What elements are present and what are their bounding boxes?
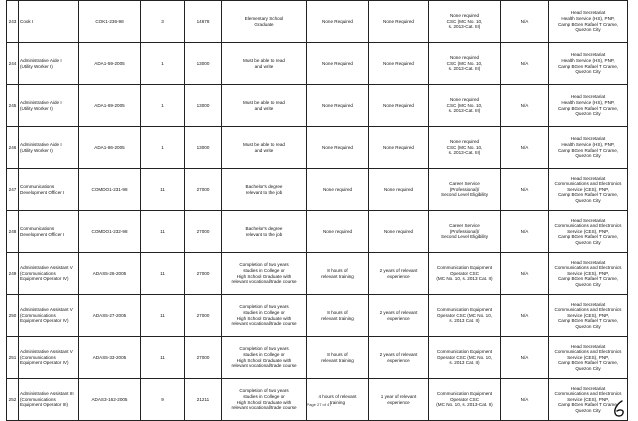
- education-requirement-line: Completion of two years: [239, 346, 289, 352]
- eligibility-requirement: [429, 127, 501, 169]
- training-requirement-line: relevant training: [321, 315, 354, 321]
- education-requirement-line: relevant vocational/trade course: [231, 321, 297, 327]
- education-requirement-line: Must be able to read: [243, 57, 285, 63]
- eligibility-requirement-line: s. 2013 Cat. II): [449, 318, 480, 324]
- place-of-assignment: [549, 1, 628, 43]
- education-requirement-line: Bachelor's degree: [245, 183, 283, 189]
- education-requirement-line: Must be able to read: [243, 99, 285, 105]
- place-of-assignment-line: Head Secretariat: [570, 343, 606, 349]
- place-of-assignment-line: Camp BGen Rafael T Crame,: [557, 318, 619, 324]
- position-title: [19, 379, 79, 421]
- place-of-assignment-line: Camp BGen Rafael T Crame,: [557, 234, 619, 240]
- experience-requirement-line: experience: [387, 357, 410, 363]
- row-number: 252: [7, 379, 19, 421]
- eligibility-requirement-line: (Professional)/: [449, 228, 480, 234]
- experience-requirement: [369, 85, 429, 127]
- place-of-assignment-line: Head Secretariat: [570, 52, 606, 58]
- item-number: ADAS5-26-2005: [79, 253, 141, 295]
- experience-requirement-line: 2 years of relevant: [379, 309, 418, 315]
- table-row: [7, 337, 628, 379]
- table-row: [7, 379, 628, 421]
- education-requirement-line: relevant vocational/trade course: [231, 279, 297, 285]
- eligibility-requirement-line: Communication Equipment: [436, 307, 493, 313]
- experience-requirement: [369, 253, 429, 295]
- place-of-assignment-line: Camp BGen Rafael T Crame,: [557, 360, 619, 366]
- training-requirement: [307, 1, 369, 43]
- experience-requirement: [369, 1, 429, 43]
- experience-requirement-line: experience: [387, 315, 410, 321]
- education-requirement-line: High School Graduate with: [236, 315, 292, 321]
- education-requirement-line: studies in College or: [243, 393, 285, 399]
- place-of-assignment-line: Service (CES), PNP,: [567, 228, 609, 234]
- position-title-line: (Communications: [20, 396, 56, 402]
- item-number: ADAS5-27-2005: [79, 295, 141, 337]
- row-number: 248: [7, 211, 19, 253]
- row-number: 251: [7, 337, 19, 379]
- experience-requirement-line: 2 years of relevant: [379, 267, 418, 273]
- training-requirement-line: training: [329, 399, 346, 405]
- eligibility-requirement-line: CSC (MC No. 10,: [446, 144, 483, 150]
- place-of-assignment-line: Communications and Electronics: [554, 307, 622, 313]
- competency: N/A: [501, 295, 549, 337]
- place-of-assignment-line: Service (CES), PNP,: [567, 396, 609, 402]
- place-of-assignment-line: Quezon City: [575, 153, 601, 159]
- position-title-line: Equipment Operator IV): [20, 318, 69, 324]
- position-title: [19, 85, 79, 127]
- eligibility-requirement-line: None required: [449, 139, 480, 145]
- experience-requirement: [369, 43, 429, 85]
- place-of-assignment-line: Camp BGen Rafael T Crame,: [557, 192, 619, 198]
- table-row: [7, 253, 628, 295]
- place-of-assignment: [549, 169, 628, 211]
- position-title-line: Communications: [20, 225, 55, 231]
- place-of-assignment: [549, 43, 628, 85]
- monthly-salary: 14678: [185, 1, 222, 43]
- experience-requirement: [369, 169, 429, 211]
- training-requirement: [307, 43, 369, 85]
- position-title: [19, 127, 79, 169]
- training-requirement: [307, 253, 369, 295]
- training-requirement-line: None required: [322, 186, 353, 192]
- position-title-line: Administrative Assistant III: [20, 391, 74, 397]
- position-title-line: (Utility Worker I): [20, 147, 53, 153]
- eligibility-requirement-line: Communication Equipment: [436, 349, 493, 355]
- place-of-assignment-line: Quezon City: [575, 281, 601, 287]
- place-of-assignment: [549, 211, 628, 253]
- eligibility-requirement-line: CSC (MC No. 10,: [446, 18, 483, 24]
- training-requirement-line: 8 hours of: [327, 351, 348, 357]
- place-of-assignment-line: Quezon City: [575, 111, 601, 117]
- monthly-salary: 13000: [185, 85, 222, 127]
- training-requirement-line: relevant training: [321, 273, 354, 279]
- place-of-assignment-line: Quezon City: [575, 69, 601, 75]
- eligibility-requirement-line: None required: [449, 97, 480, 103]
- place-of-assignment-line: Service (CES), PNP,: [567, 312, 609, 318]
- place-of-assignment: [549, 127, 628, 169]
- education-requirement-line: High School Graduate with: [236, 357, 292, 363]
- competency: N/A: [501, 211, 549, 253]
- training-requirement-line: 8 hours of: [327, 267, 348, 273]
- place-of-assignment-line: Camp BGen Rafael T Crame,: [557, 147, 619, 153]
- eligibility-requirement-line: CSC (MC No. 10,: [446, 60, 483, 66]
- table-row: [7, 85, 628, 127]
- monthly-salary: 27000: [185, 295, 222, 337]
- education-requirement-line: Elementary School: [244, 15, 284, 21]
- training-requirement-line: relevant training: [321, 357, 354, 363]
- salary-grade: 11: [141, 253, 185, 295]
- position-title-line: Administrative Aide I: [20, 57, 62, 63]
- place-of-assignment-line: Camp BGen Rafael T Crame,: [557, 63, 619, 69]
- experience-requirement: [369, 337, 429, 379]
- eligibility-requirement: [429, 211, 501, 253]
- item-number: ADAS5-33-2005: [79, 337, 141, 379]
- education-requirement: [222, 85, 307, 127]
- place-of-assignment-line: Head Secretariat: [570, 94, 606, 100]
- row-number: 246: [7, 127, 19, 169]
- experience-requirement-line: None Required: [383, 18, 414, 24]
- eligibility-requirement: [429, 253, 501, 295]
- page-footer: Page 27 of 47: [306, 402, 332, 407]
- eligibility-requirement-line: (MC No. 10, s. 2013-Cat. II): [436, 402, 493, 408]
- education-requirement: [222, 295, 307, 337]
- competency: N/A: [501, 253, 549, 295]
- position-title-line: Equipment Operator IV): [20, 360, 69, 366]
- education-requirement-line: relevant vocational/trade course: [231, 363, 297, 369]
- eligibility-requirement-line: None required: [449, 55, 480, 61]
- position-title-line: Development Officer I: [20, 231, 65, 237]
- position-title-line: Administrative Assistant V: [20, 349, 73, 355]
- education-requirement-line: and write: [254, 147, 274, 153]
- salary-grade: 11: [141, 211, 185, 253]
- position-title-line: Cook I: [20, 18, 34, 24]
- experience-requirement: [369, 211, 429, 253]
- eligibility-requirement: [429, 295, 501, 337]
- eligibility-requirement-line: Operator CSC: [449, 396, 480, 402]
- place-of-assignment-line: Communications and Electronics: [554, 265, 622, 271]
- table-row: [7, 169, 628, 211]
- eligibility-requirement-line: Communication Equipment: [436, 391, 493, 397]
- education-requirement: [222, 211, 307, 253]
- salary-grade: 9: [141, 379, 185, 421]
- eligibility-requirement: [429, 379, 501, 421]
- place-of-assignment-line: Head Secretariat: [570, 10, 606, 16]
- item-number: COMDO1-232-98: [79, 211, 141, 253]
- education-requirement-line: Graduate: [254, 21, 274, 27]
- row-number: 249: [7, 253, 19, 295]
- place-of-assignment-line: Quezon City: [575, 323, 601, 329]
- place-of-assignment-line: Head Secretariat: [570, 259, 606, 265]
- position-title: [19, 337, 79, 379]
- salary-grade: 11: [141, 295, 185, 337]
- competency: N/A: [501, 43, 549, 85]
- place-of-assignment-line: Service (CES), PNP,: [567, 186, 609, 192]
- table-row: [7, 127, 628, 169]
- eligibility-requirement-line: s. 2013-Cat. III): [448, 66, 481, 72]
- salary-grade: 11: [141, 169, 185, 211]
- place-of-assignment-line: Head Secretariat: [570, 175, 606, 181]
- training-requirement-line: None Required: [322, 102, 353, 108]
- education-requirement-line: studies in College or: [243, 267, 285, 273]
- education-requirement-line: Completion of two years: [239, 304, 289, 310]
- eligibility-requirement-line: None required: [449, 13, 480, 19]
- place-of-assignment-line: Communications and Electronics: [554, 181, 622, 187]
- position-title: [19, 211, 79, 253]
- eligibility-requirement-line: s. 2013 Cat. II): [449, 360, 480, 366]
- education-requirement: [222, 379, 307, 421]
- position-title-line: (Communications: [20, 312, 56, 318]
- place-of-assignment-line: Service (CES), PNP,: [567, 270, 609, 276]
- competency: N/A: [501, 1, 549, 43]
- experience-requirement-line: experience: [387, 273, 410, 279]
- training-requirement: [307, 169, 369, 211]
- position-title: [19, 1, 79, 43]
- place-of-assignment-line: Service (CES), PNP,: [567, 354, 609, 360]
- education-requirement-line: relevant vocational/trade course: [231, 405, 297, 411]
- item-number: ADA1-59-2005: [79, 43, 141, 85]
- position-title-line: Administrative Aide I: [20, 99, 62, 105]
- place-of-assignment: [549, 253, 628, 295]
- item-number: COMDO1-231-98: [79, 169, 141, 211]
- salary-grade: 11: [141, 337, 185, 379]
- place-of-assignment-line: Health Service (HS), PNP,: [561, 57, 615, 63]
- experience-requirement-line: None Required: [383, 102, 414, 108]
- experience-requirement-line: None Required: [383, 144, 414, 150]
- handwritten-page-mark: [612, 400, 626, 418]
- place-of-assignment-line: Quezon City: [575, 197, 601, 203]
- position-title-line: Equipment Operator IV): [20, 276, 69, 282]
- row-number: 244: [7, 43, 19, 85]
- eligibility-requirement-line: CSC (MC No. 10,: [446, 102, 483, 108]
- eligibility-requirement-line: s. 2013-Cat. III): [448, 150, 481, 156]
- training-requirement-line: None Required: [322, 60, 353, 66]
- place-of-assignment-line: Health Service (HS), PNP,: [561, 15, 615, 21]
- position-title-line: (Communications: [20, 270, 56, 276]
- education-requirement-line: Completion of two years: [239, 262, 289, 268]
- eligibility-requirement-line: Career Service: [449, 181, 480, 187]
- table-row: [7, 211, 628, 253]
- training-requirement: [307, 337, 369, 379]
- education-requirement-line: and write: [254, 63, 274, 69]
- education-requirement-line: High School Graduate with: [236, 399, 292, 405]
- competency: N/A: [501, 337, 549, 379]
- eligibility-requirement-line: Career Service: [449, 223, 480, 229]
- training-requirement-line: None Required: [322, 144, 353, 150]
- monthly-salary: 13000: [185, 43, 222, 85]
- experience-requirement-line: 1 year of relevant: [380, 393, 417, 399]
- place-of-assignment-line: Communications and Electronics: [554, 223, 622, 229]
- education-requirement-line: Must be able to read: [243, 141, 285, 147]
- salary-grade: 1: [141, 85, 185, 127]
- education-requirement-line: Bachelor's degree: [245, 225, 283, 231]
- position-title-line: Administrative Assistant V: [20, 307, 73, 313]
- eligibility-requirement-line: s. 2013-Cat. III): [448, 108, 481, 114]
- eligibility-requirement-line: Operator CSC (MC No. 10,: [436, 312, 493, 318]
- place-of-assignment-line: Head Secretariat: [570, 301, 606, 307]
- position-title-line: (Utility Worker I): [20, 105, 53, 111]
- position-title-line: Communications: [20, 183, 55, 189]
- competency: N/A: [501, 379, 549, 421]
- education-requirement: [222, 43, 307, 85]
- monthly-salary: 13000: [185, 127, 222, 169]
- education-requirement: [222, 337, 307, 379]
- monthly-salary: 27000: [185, 211, 222, 253]
- education-requirement-line: and write: [254, 105, 274, 111]
- eligibility-requirement: [429, 85, 501, 127]
- eligibility-requirement: [429, 1, 501, 43]
- training-requirement-line: None Required: [322, 18, 353, 24]
- eligibility-requirement-line: Operator CSC (MC No. 10,: [436, 354, 493, 360]
- place-of-assignment: [549, 85, 628, 127]
- education-requirement-line: studies in College or: [243, 309, 285, 315]
- training-requirement-line: None required: [322, 228, 353, 234]
- position-title: [19, 295, 79, 337]
- eligibility-requirement-line: (MC No. 10, s. 2013 Cat. II): [436, 276, 493, 282]
- education-requirement: [222, 1, 307, 43]
- positions-table: [6, 0, 628, 421]
- position-title-line: Administrative Assistant V: [20, 265, 73, 271]
- eligibility-requirement-line: Operator CSC: [449, 270, 480, 276]
- place-of-assignment-line: Communications and Electronics: [554, 349, 622, 355]
- experience-requirement-line: 2 years of relevant: [379, 351, 418, 357]
- monthly-salary: 27000: [185, 253, 222, 295]
- training-requirement: [307, 85, 369, 127]
- place-of-assignment: [549, 337, 628, 379]
- eligibility-requirement-line: s. 2013-Cat. III): [448, 24, 481, 30]
- monthly-salary: 27000: [185, 337, 222, 379]
- place-of-assignment-line: Communications and Electronics: [554, 391, 622, 397]
- table-row: [7, 43, 628, 85]
- position-title: [19, 43, 79, 85]
- row-number: 245: [7, 85, 19, 127]
- item-number: COK1-236-98: [79, 1, 141, 43]
- row-number: 243: [7, 1, 19, 43]
- training-requirement: [307, 127, 369, 169]
- eligibility-requirement: [429, 169, 501, 211]
- experience-requirement: [369, 295, 429, 337]
- place-of-assignment-line: Quezon City: [575, 27, 601, 33]
- place-of-assignment-line: Camp BGen Rafael T Crame,: [557, 276, 619, 282]
- experience-requirement: [369, 127, 429, 169]
- education-requirement-line: relevant to the job: [245, 231, 283, 237]
- place-of-assignment-line: Camp BGen Rafael T Crame,: [557, 402, 619, 408]
- experience-requirement-line: None required: [383, 186, 414, 192]
- place-of-assignment-line: Quezon City: [575, 365, 601, 371]
- education-requirement: [222, 253, 307, 295]
- salary-grade: 1: [141, 127, 185, 169]
- competency: N/A: [501, 85, 549, 127]
- education-requirement-line: studies in College or: [243, 351, 285, 357]
- item-number: ADA1-69-2005: [79, 85, 141, 127]
- place-of-assignment: [549, 295, 628, 337]
- item-number: ADA1-86-2005: [79, 127, 141, 169]
- item-number: ADAS3-162-2005: [79, 379, 141, 421]
- training-requirement: [307, 295, 369, 337]
- education-requirement-line: Completion of two years: [239, 388, 289, 394]
- eligibility-requirement-line: Communication Equipment: [436, 265, 493, 271]
- training-requirement: [307, 379, 369, 421]
- education-requirement: [222, 169, 307, 211]
- row-number: 250: [7, 295, 19, 337]
- table-row: [7, 295, 628, 337]
- eligibility-requirement: [429, 337, 501, 379]
- row-number: 247: [7, 169, 19, 211]
- position-title-line: Equipment Operator III): [20, 402, 69, 408]
- training-requirement-line: 8 hours of: [327, 309, 348, 315]
- place-of-assignment-line: Head Secretariat: [570, 136, 606, 142]
- monthly-salary: 21211: [185, 379, 222, 421]
- salary-grade: 3: [141, 1, 185, 43]
- position-title-line: Administrative Aide I: [20, 141, 62, 147]
- education-requirement-line: High School Graduate with: [236, 273, 292, 279]
- experience-requirement-line: None Required: [383, 60, 414, 66]
- place-of-assignment-line: Quezon City: [575, 407, 601, 413]
- place-of-assignment-line: Health Service (HS), PNP,: [561, 141, 615, 147]
- place-of-assignment-line: Camp BGen Rafael T Crame,: [557, 105, 619, 111]
- place-of-assignment-line: Quezon City: [575, 239, 601, 245]
- monthly-salary: 27000: [185, 169, 222, 211]
- competency: N/A: [501, 127, 549, 169]
- eligibility-requirement-line: Second Level Eligibility: [441, 234, 488, 240]
- education-requirement: [222, 127, 307, 169]
- table-row: [7, 1, 628, 43]
- experience-requirement-line: None required: [383, 228, 414, 234]
- place-of-assignment-line: Camp BGen Rafael T Crame,: [557, 21, 619, 27]
- training-requirement: [307, 211, 369, 253]
- place-of-assignment-line: Health Service (HS), PNP,: [561, 99, 615, 105]
- experience-requirement-line: experience: [387, 399, 410, 405]
- position-title-line: (Utility Worker I): [20, 63, 53, 69]
- salary-grade: 1: [141, 43, 185, 85]
- education-requirement-line: relevant to the job: [245, 189, 283, 195]
- eligibility-requirement: [429, 43, 501, 85]
- position-title-line: (Communications: [20, 354, 56, 360]
- place-of-assignment-line: Head Secretariat: [570, 217, 606, 223]
- eligibility-requirement-line: (Professional)/: [449, 186, 480, 192]
- position-title: [19, 253, 79, 295]
- training-requirement-line: 4 hours of relevant: [318, 393, 357, 399]
- place-of-assignment-line: Head Secretariat: [570, 385, 606, 391]
- position-title-line: Development Officer I: [20, 189, 65, 195]
- position-title: [19, 169, 79, 211]
- experience-requirement: [369, 379, 429, 421]
- competency: N/A: [501, 169, 549, 211]
- eligibility-requirement-line: Second Level Eligibility: [441, 192, 488, 198]
